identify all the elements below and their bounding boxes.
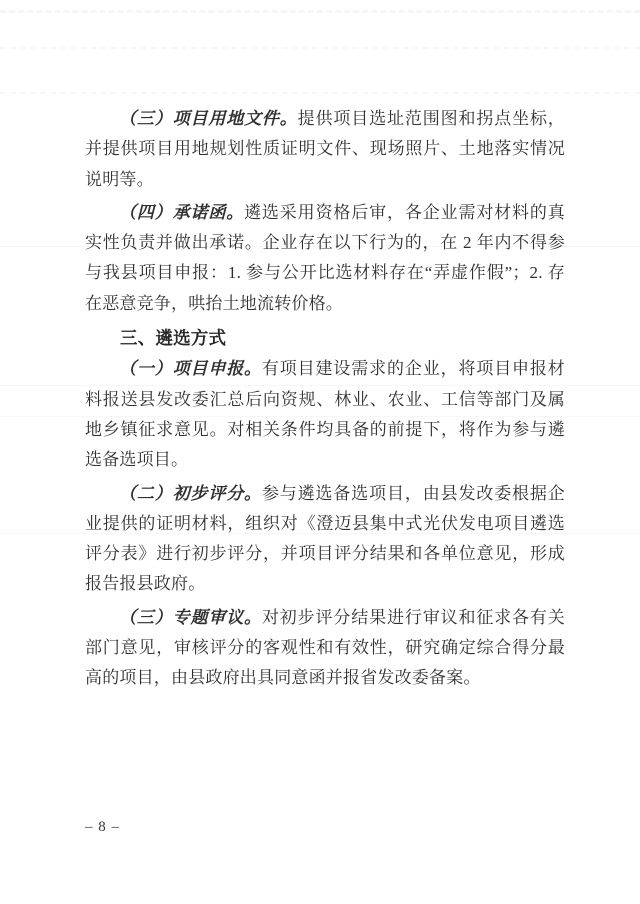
paragraph — [85, 603, 565, 694]
paragraph — [85, 198, 565, 319]
paragraph-lead: （三）项目用地文件。 — [119, 109, 298, 128]
paragraph-lead: （三）专题审议。 — [119, 607, 262, 627]
paragraph-lead: （二）初步评分。 — [119, 483, 262, 503]
document-body — [85, 104, 565, 697]
paragraph-text: 对初步评分结果进行审议和征求各有关部门意见，审核评分的客观性和有效性，研究确定综合得分最高的项目，由县政府出具同意函并报省发改委备案。 — [85, 607, 565, 688]
scan-artifact-line — [0, 47, 640, 49]
paragraph-text: 遴选采用资格后审，各企业需对材料的真实性负责并做出承诺。企业存在以下行为的，在 2 年内不得参与我县项目申报：1. 参与公开比选材料存在“弄虚作假”；2. 存在恶意竞争，哄抬土地流转价格。 — [85, 202, 565, 313]
paragraph — [85, 479, 565, 600]
page-footer — [85, 818, 120, 836]
paragraph-lead: （四）承诺函。 — [119, 202, 245, 222]
section-heading: 三、遴选方式 — [120, 328, 227, 349]
page-number: – 8 – — [85, 819, 120, 835]
paragraph-text: 有项目建设需求的企业，将项目申报材料报送县发改委汇总后向资规、林业、农业、工信等部门及属地乡镇征求意见。对相关条件均具备的前提下，将作为参与遴选备选项目。 — [85, 359, 565, 470]
scan-artifact-line — [0, 92, 640, 94]
scan-artifact-line — [0, 10, 640, 13]
paragraph — [85, 104, 565, 195]
paragraph-lead: （一）项目申报。 — [119, 359, 262, 379]
paragraph-text: 参与遴选备选项目，由县发改委根据企业提供的证明材料，组织对《澄迈县集中式光伏发电项目遴选评分表》进行初步评分，并项目评分结果和各单位意见，形成报告报县政府。 — [85, 483, 565, 594]
paragraph — [85, 354, 565, 475]
paragraph-text: 提供项目选址范围图和拐点坐标，并提供项目用地规划性质证明文件、现场照片、土地落实情况说明等。 — [85, 109, 566, 189]
